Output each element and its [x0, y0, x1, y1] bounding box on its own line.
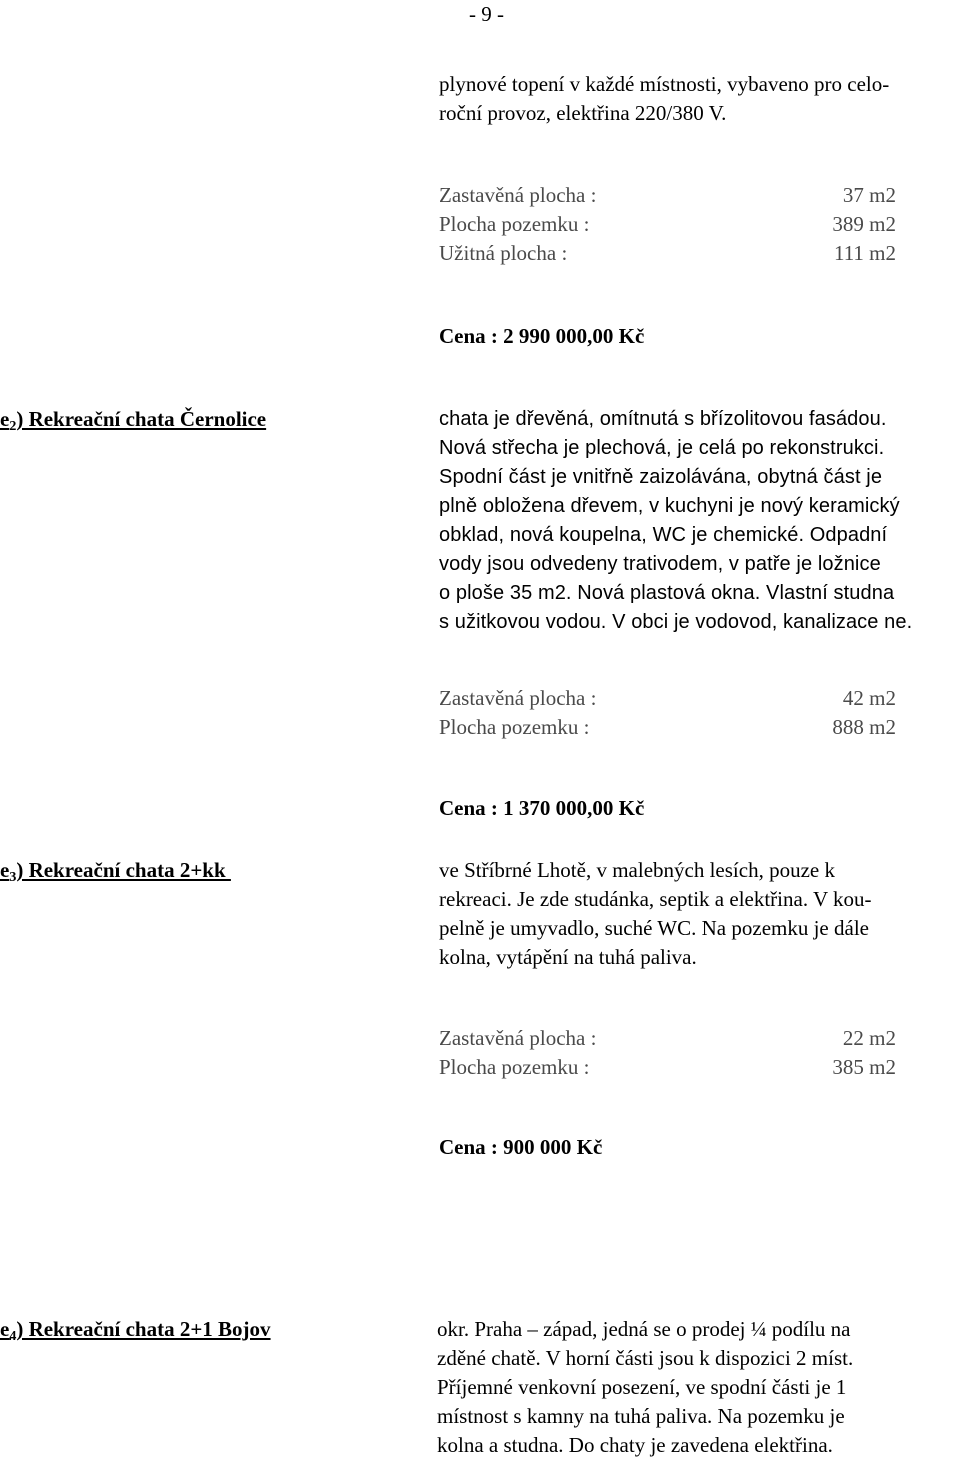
description-line: kolna, vytápění na tuhá paliva.: [439, 945, 697, 969]
description-e3: [439, 856, 954, 972]
intro-line: plynové topení v každé místnosti, vybaveno pro celo-: [439, 72, 890, 96]
page-number: - 9 -: [469, 2, 504, 26]
stat-value: 37 m2: [842, 183, 896, 207]
description-line: Spodní část je vnitřně zaizolávána, obytná část je: [439, 466, 883, 488]
stat-label: Plocha pozemku :: [439, 212, 590, 236]
stat-label: Zastavěná plocha :: [439, 686, 597, 710]
stat-value: 22 m2: [842, 1026, 896, 1050]
description-line: vody jsou odvedeny trativodem, v patře je ložnice: [439, 553, 881, 575]
price: Cena : 2 990 000,00 Kč: [439, 324, 645, 348]
description-e2: [439, 405, 954, 637]
description-line: rekreaci. Je zde studánka, septik a elektřina. V kou-: [439, 887, 872, 911]
description-line: Nová střecha je plechová, je celá po rekonstrukci.: [439, 437, 885, 459]
description-line: plně obložena dřevem, v kuchyni je nový keramický: [439, 495, 900, 517]
section-heading-e4: $e_4$) Rekreační chata 2+1 Bojov: [0, 1317, 271, 1344]
price: Cena : 900 000 Kč: [439, 1135, 603, 1159]
description-line: kolna a studna. Do chaty je zavedena elektřina.: [437, 1433, 833, 1457]
intro-paragraph: [439, 70, 954, 128]
description-line: okr. Praha – západ, jedná se o prodej ¼ podílu na: [437, 1317, 851, 1341]
description-line: pelně je umyvadlo, suché WC. Na pozemku je dále: [439, 916, 869, 940]
intro-line: roční provoz, elektřina 220/380 V.: [439, 101, 727, 125]
stat-label: Zastavěná plocha :: [439, 183, 597, 207]
description-e4: [437, 1315, 952, 1460]
description-line: ve Stříbrné Lhotě, v malebných lesích, pouze k: [439, 858, 835, 882]
stat-label: Plocha pozemku :: [439, 715, 590, 739]
stat-label: Užitná plocha :: [439, 241, 568, 265]
description-line: obklad, nová koupelna, WC je chemické. Odpadní: [439, 524, 888, 546]
price: Cena : 1 370 000,00 Kč: [439, 796, 645, 820]
description-line: zděné chatě. V horní části jsou k dispozici 2 míst.: [437, 1346, 854, 1370]
stat-label: Zastavěná plocha :: [439, 1026, 597, 1050]
stat-value: 111 m2: [833, 241, 896, 265]
stat-value: 42 m2: [842, 686, 896, 710]
description-line: místnost s kamny na tuhá paliva. Na pozemku je: [437, 1404, 845, 1428]
stat-label: Plocha pozemku :: [439, 1055, 590, 1079]
description-line: s užitkovou vodou. V obci je vodovod, kanalizace ne.: [439, 611, 913, 633]
section-heading-e3: $e_3$) Rekreační chata 2+kk: [0, 858, 231, 885]
stat-value: 385 m2: [832, 1055, 896, 1079]
stat-value: 389 m2: [832, 212, 896, 236]
section-heading-e2: $e_2$) Rekreační chata Černolice: [0, 407, 267, 434]
description-line: o ploše 35 m2. Nová plastová okna. Vlastní studna: [439, 582, 895, 604]
description-line: chata je dřevěná, omítnutá s břízolitovou fasádou.: [439, 408, 887, 430]
description-line: Příjemné venkovní posezení, ve spodní části je 1: [437, 1375, 847, 1399]
stat-value: 888 m2: [832, 715, 896, 739]
